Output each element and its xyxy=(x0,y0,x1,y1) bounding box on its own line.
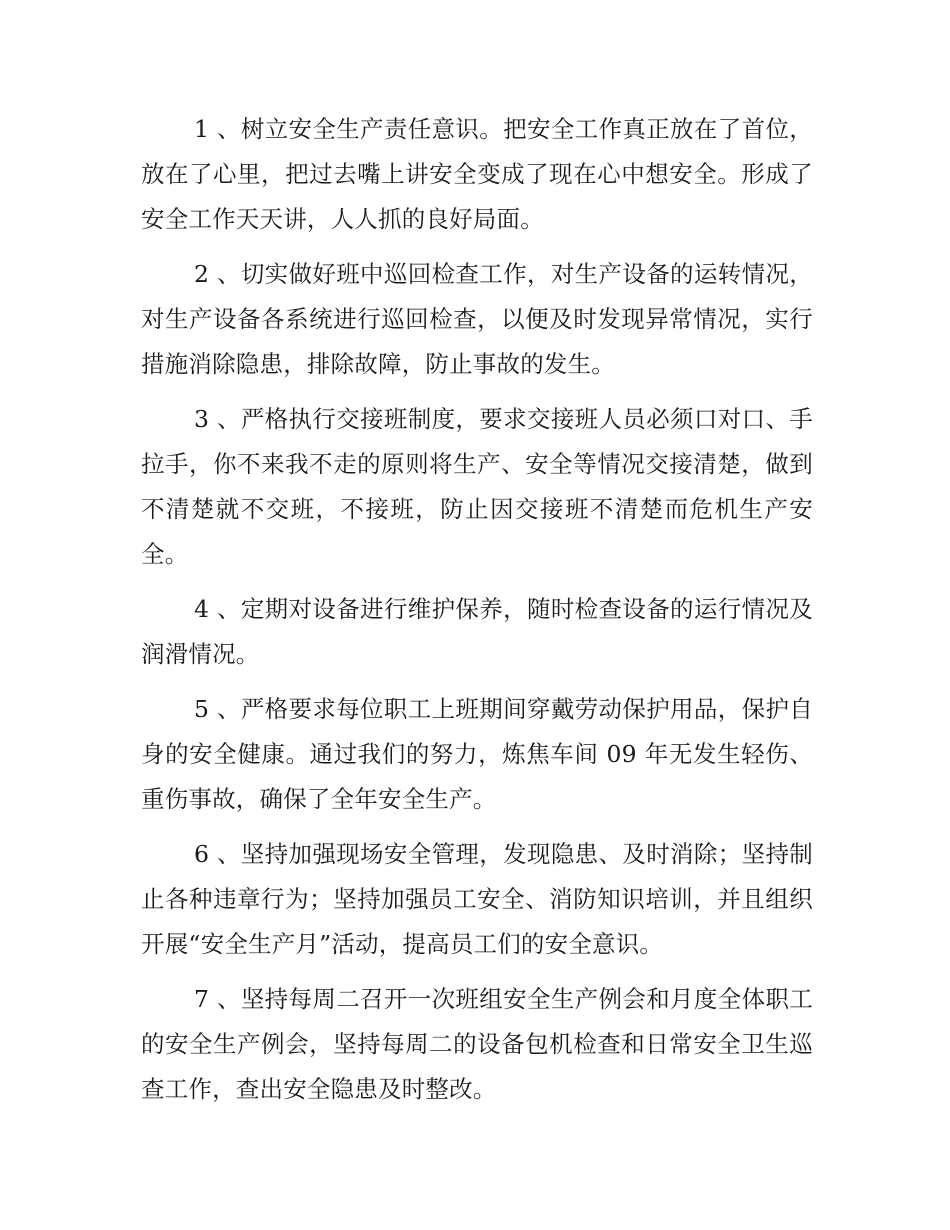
paragraph-5: 5 、严格要求每位职工上班期间穿戴劳动保护用品，保护自身的安全健康。通过我们的努力，炼焦车间 09 年无发生轻伤、重伤事故，确保了全年安全生产。 xyxy=(141,695,813,813)
paragraph-2: 2 、切实做好班中巡回检查工作，对生产设备的运转情况，对生产设备各系统进行巡回检查，以便及时发现异常情况，实行措施消除隐患，排除故障，防止事故的发生。 xyxy=(141,260,813,378)
document-page xyxy=(141,107,813,1122)
paragraph-3: 3 、严格执行交接班制度，要求交接班人员必须口对口、手拉手，你不来我不走的原则将生产、安全等情况交接清楚，做到不清楚就不交班，不接班，防止因交接班不清楚而危机生产安全。 xyxy=(141,405,813,568)
paragraph-7: 7 、坚持每周二召开一次班组安全生产例会和月度全体职工的安全生产例会，坚持每周二的设备包机检查和日常安全卫生巡查工作，查出安全隐患及时整改。 xyxy=(141,985,813,1103)
paragraph-4: 4 、定期对设备进行维护保养，随时检查设备的运行情况及润滑情况。 xyxy=(141,595,813,668)
paragraph-1: 1 、树立安全生产责任意识。把安全工作真正放在了首位，放在了心里，把过去嘴上讲安全变成了现在心中想安全。形成了安全工作天天讲，人人抓的良好局面。 xyxy=(141,115,813,233)
paragraph-6: 6 、坚持加强现场安全管理，发现隐患、及时消除；坚持制止各种违章行为；坚持加强员工安全、消防知识培训，并且组织开展“安全生产月”活动，提高员工们的安全意识。 xyxy=(141,840,813,958)
